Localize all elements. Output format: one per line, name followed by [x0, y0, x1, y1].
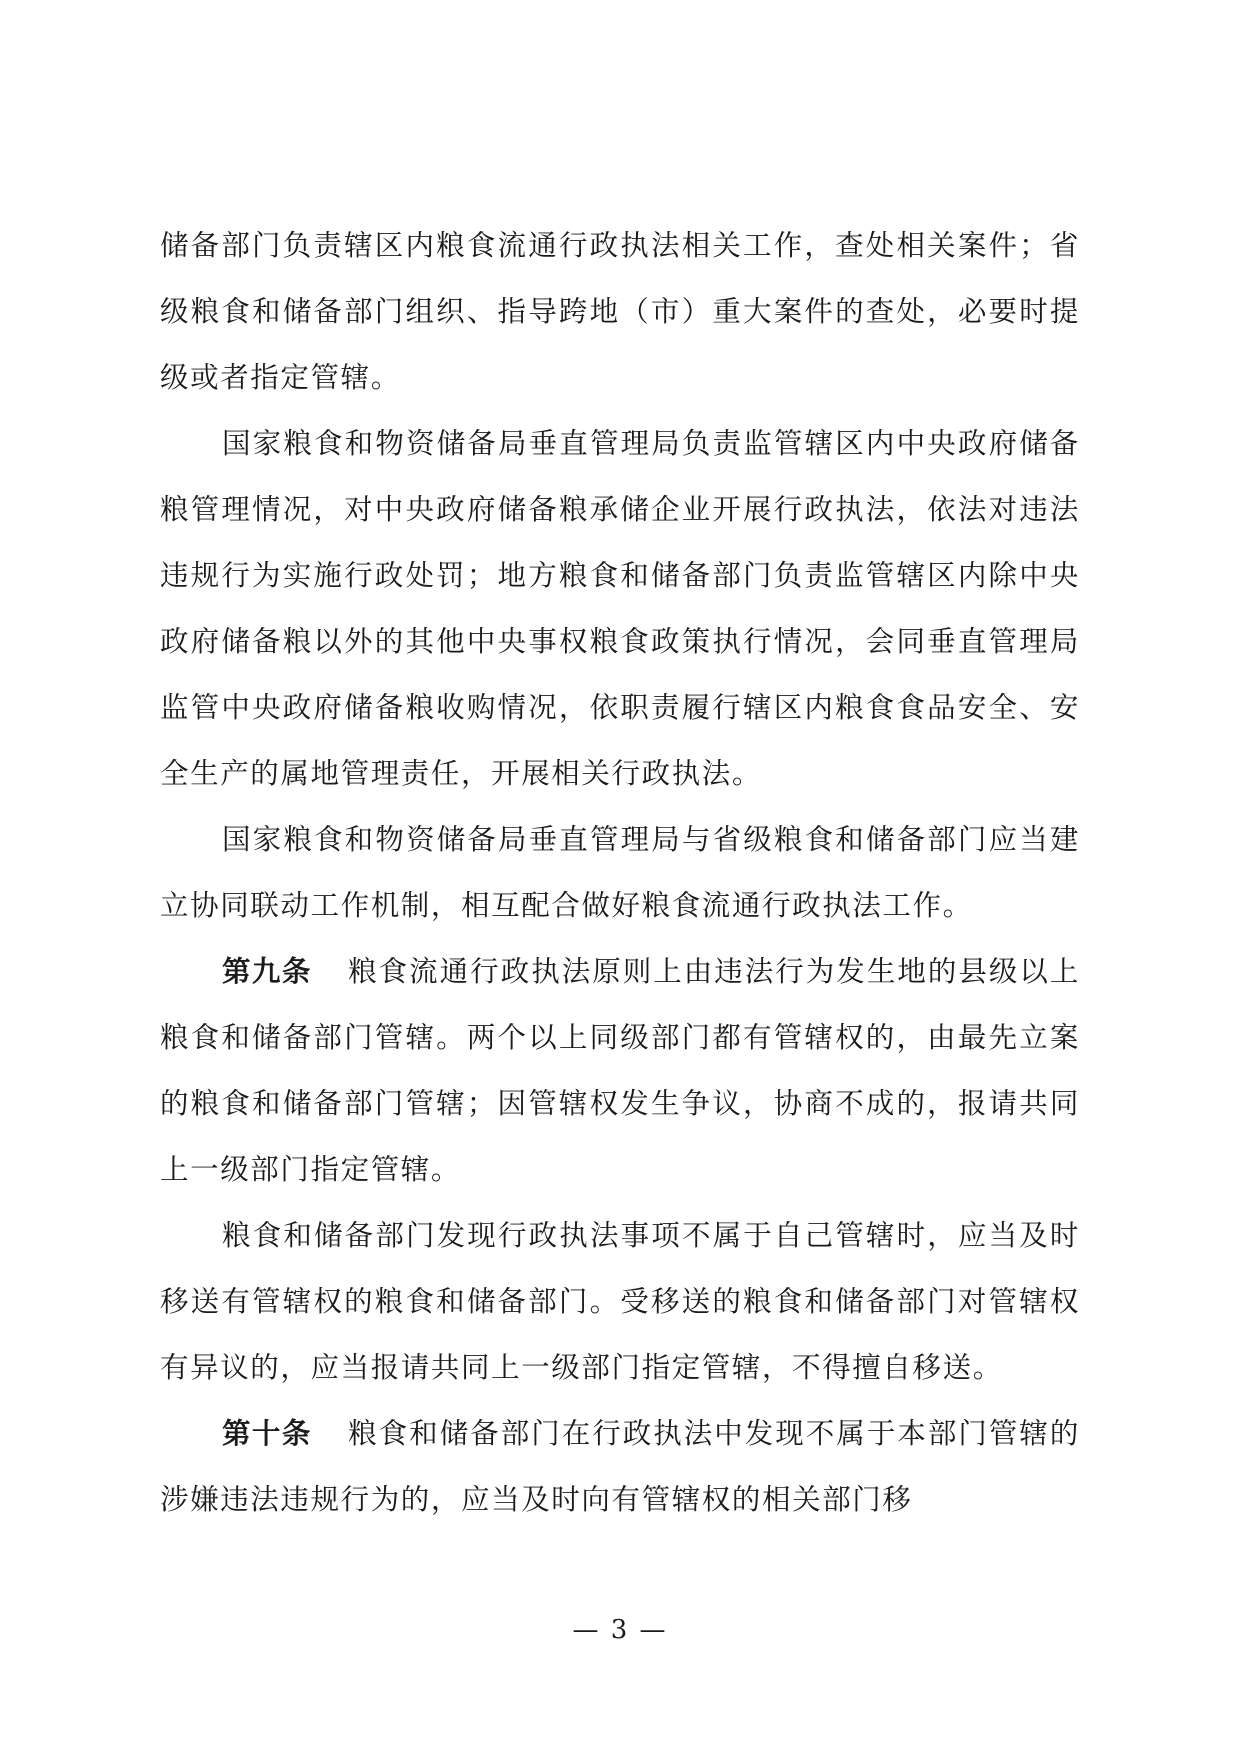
article-number: 第十条: [222, 1417, 312, 1450]
article-text: 粮食流通行政执法原则上由违法行为发生地的县级以上粮食和储备部门管辖。两个以上同级部门都有管辖权的，由最先立案的粮食和储备部门管辖；因管辖权发生争议，协商不成的，报请共同上一级部门指定管辖。: [160, 955, 1080, 1186]
paragraph: 国家粮食和物资储备局垂直管理局负责监管辖区内中央政府储备粮管理情况，对中央政府储备粮承储企业开展行政执法，依法对违法违规行为实施行政处罚；地方粮食和储备部门负责监管辖区内除中央政府储备粮以外的其他中央事权粮食政策执行情况，会同垂直管理局监管中央政府储备粮收购情况，依职责履行辖区内粮食食品安全、安全生产的属地管理责任，开展相关行政执法。: [160, 427, 1080, 790]
document-body: [160, 213, 1080, 1533]
article-paragraph: [160, 939, 1080, 1203]
article-paragraph: [160, 1401, 1080, 1533]
paragraph: 粮食和储备部门发现行政执法事项不属于自己管辖时，应当及时移送有管辖权的粮食和储备部门。受移送的粮食和储备部门对管辖权有异议的，应当报请共同上一级部门指定管辖，不得擅自移送。: [160, 1219, 1080, 1384]
paragraph-continued: 储备部门负责辖区内粮食流通行政执法相关工作，查处相关案件；省级粮食和储备部门组织、指导跨地（市）重大案件的查处，必要时提级或者指定管辖。: [160, 229, 1080, 394]
article-text: 粮食和储备部门在行政执法中发现不属于本部门管辖的涉嫌违法违规行为的，应当及时向有管辖权的相关部门移: [160, 1417, 1080, 1516]
article-number: 第九条: [222, 955, 312, 988]
paragraph: 国家粮食和物资储备局垂直管理局与省级粮食和储备部门应当建立协同联动工作机制，相互配合做好粮食流通行政执法工作。: [160, 823, 1080, 922]
page-number: — 3 —: [572, 1615, 668, 1645]
